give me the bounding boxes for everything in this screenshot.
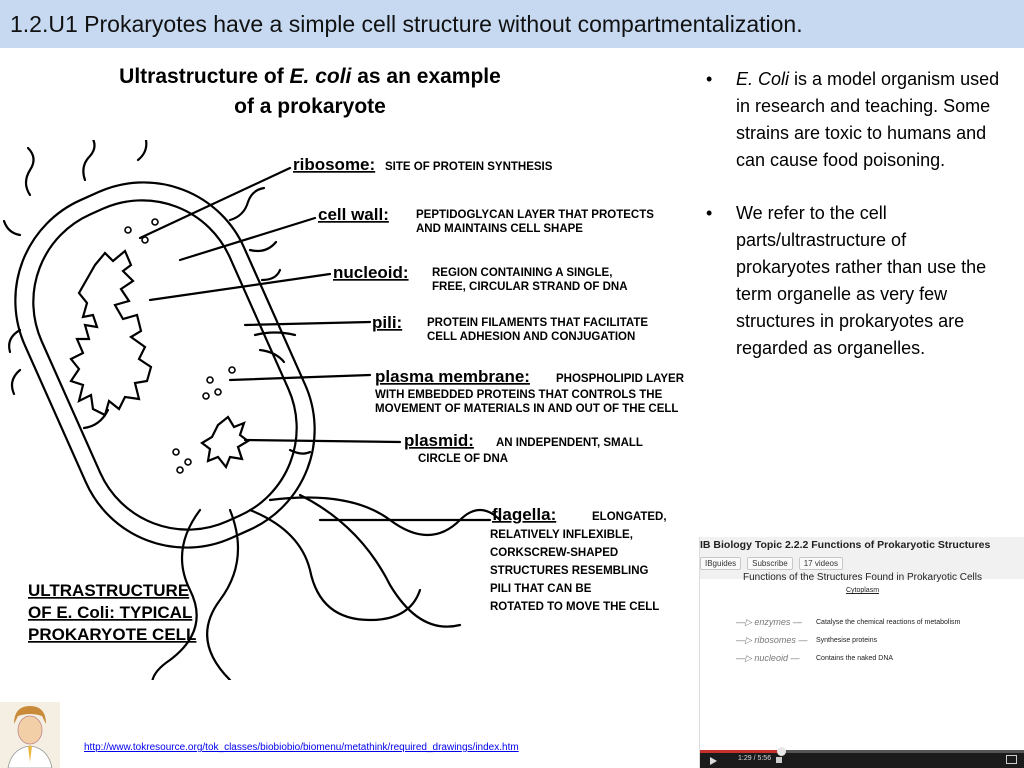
diagram-title-line2: of a prokaryote	[234, 95, 386, 118]
pilus	[26, 148, 34, 195]
label-plasma-membrane: plasma membrane:	[375, 367, 530, 386]
source-link[interactable]: http://www.tokresource.org/tok_classes/biobiobio/biomenu/metathink/required_drawings/index.htm	[84, 742, 519, 753]
slide-header	[0, 0, 1024, 48]
pilus	[138, 140, 146, 160]
label-flagella: flagella:	[492, 505, 557, 524]
pilus	[83, 140, 94, 180]
volume-icon[interactable]	[776, 757, 782, 763]
play-icon[interactable]	[710, 757, 717, 765]
pilus	[84, 410, 108, 428]
diagram-title-part1: Ultrastructure of	[119, 65, 290, 88]
video-time: 1:29 / 5:56	[738, 755, 772, 762]
desc-nucleoid-1: REGION CONTAINING A SINGLE,	[432, 267, 613, 279]
video-row-term: —▷ nucleoid —	[736, 653, 800, 663]
desc-plasma-membrane-1: PHOSPHOLIPID LAYER	[556, 373, 685, 385]
channel-name[interactable]: IBguides	[700, 557, 741, 570]
ecoli-diagram	[0, 140, 700, 680]
label-cell-wall: cell wall:	[318, 205, 389, 224]
video-row-term: —▷ ribosomes —	[736, 635, 808, 645]
flagellum	[207, 510, 238, 680]
bullet-ecoli-text: is a model organism used in research and teaching. Some strains are toxic to humans and can cause food poisoning.	[736, 69, 1000, 170]
label-nucleoid: nucleoid:	[333, 263, 409, 282]
diagram-title	[70, 62, 550, 122]
video-row-desc: Contains the naked DNA	[816, 655, 894, 662]
subscribe-button[interactable]: Subscribe	[747, 557, 793, 570]
slide-title: 1.2.U1 Prokaryotes have a simple cell structure without compartmentalization.	[10, 11, 803, 37]
diagram-title-part2: as an example	[351, 65, 501, 88]
desc-cell-wall-1: PEPTIDOGLYCAN LAYER THAT PROTECTS	[416, 209, 654, 221]
pilus	[9, 330, 20, 352]
playlist-videos-button[interactable]: 17 videos	[799, 557, 843, 570]
video-title[interactable]: IB Biology Topic 2.2.2 Functions of Prokaryotic Structures	[700, 539, 991, 551]
desc-plasma-membrane-3: MOVEMENT OF MATERIALS IN AND OUT OF THE CELL	[375, 403, 679, 415]
fullscreen-icon[interactable]	[1006, 755, 1017, 764]
desc-flagella-6: ROTATED TO MOVE THE CELL	[490, 601, 660, 613]
label-plasmid: plasmid:	[404, 431, 474, 450]
pilus	[12, 370, 20, 394]
video-scrubber-handle[interactable]	[777, 747, 786, 756]
desc-plasmid-2: CIRCLE OF DNA	[418, 453, 509, 465]
caption-line-1: ULTRASTRUCTURE	[28, 581, 190, 600]
caption-line-3: PROKARYOTE CELL	[28, 625, 197, 644]
bullet-ecoli-italic: E. Coli	[736, 69, 790, 89]
desc-pili-2: CELL ADHESION AND CONJUGATION	[427, 331, 636, 343]
embedded-video[interactable]	[699, 537, 1024, 768]
caption-line-2: OF E. Coli: TYPICAL	[28, 603, 193, 622]
desc-flagella-4: STRUCTURES RESEMBLING	[490, 565, 649, 577]
plasmid-shape	[202, 417, 248, 467]
pilus	[4, 221, 20, 235]
desc-flagella-1: ELONGATED,	[592, 511, 667, 523]
pilus	[250, 242, 276, 251]
bullet-ecoli	[704, 66, 1004, 174]
desc-plasmid-1: AN INDEPENDENT, SMALL	[496, 437, 643, 449]
ribosomes	[125, 219, 235, 473]
video-progress-fill	[700, 750, 781, 753]
desc-flagella-3: CORKSCREW-SHAPED	[490, 547, 619, 559]
desc-ribosome: SITE OF PROTEIN SYNTHESIS	[385, 161, 553, 173]
bullet-marker: •	[706, 203, 713, 223]
desc-flagella-5: PILI THAT CAN BE	[490, 583, 592, 595]
desc-plasma-membrane-2: WITH EMBEDDED PROTEINS THAT CONTROLS THE	[375, 389, 663, 401]
desc-cell-wall-2: AND MAINTAINS CELL SHAPE	[416, 223, 583, 235]
video-row-term: —▷ enzymes —	[736, 617, 802, 627]
bullet-list	[704, 66, 1004, 388]
bullet-ultrastructure	[704, 200, 1004, 362]
label-ribosome: ribosome:	[293, 155, 376, 174]
label-pili: pili:	[372, 313, 403, 332]
flagellum	[270, 498, 500, 536]
nucleoid-shape	[71, 251, 151, 415]
avatar-face	[18, 716, 42, 744]
bullet-marker: •	[706, 69, 713, 89]
video-player-controls	[700, 750, 1024, 768]
video-channel-bar	[700, 555, 843, 571]
diagram-title-italic: E. coli	[289, 65, 352, 88]
video-slide-subheading: Cytoplasm	[845, 587, 880, 594]
desc-pili-1: PROTEIN FILAMENTS THAT FACILITATE	[427, 317, 649, 329]
flagellum	[300, 495, 460, 627]
video-row-desc: Synthesise proteins	[816, 637, 878, 644]
desc-flagella-2: RELATIVELY INFLEXIBLE,	[490, 529, 633, 541]
video-progress-bar[interactable]	[700, 750, 1024, 753]
video-slide-heading: Functions of the Structures Found in Prokaryotic Cells	[743, 572, 982, 583]
bullet-ultrastructure-text: We refer to the cell parts/ultrastructure of prokaryotes rather than use the term organelle as very few structures in prokaryotes are regarded as organelles.	[736, 203, 987, 358]
teacher-avatar	[0, 702, 60, 768]
desc-nucleoid-2: FREE, CIRCULAR STRAND OF DNA	[432, 281, 628, 293]
pilus	[255, 333, 295, 336]
video-row-desc: Catalyse the chemical reactions of metabolism	[816, 619, 961, 626]
flagellum	[250, 510, 420, 620]
pilus	[262, 270, 280, 280]
